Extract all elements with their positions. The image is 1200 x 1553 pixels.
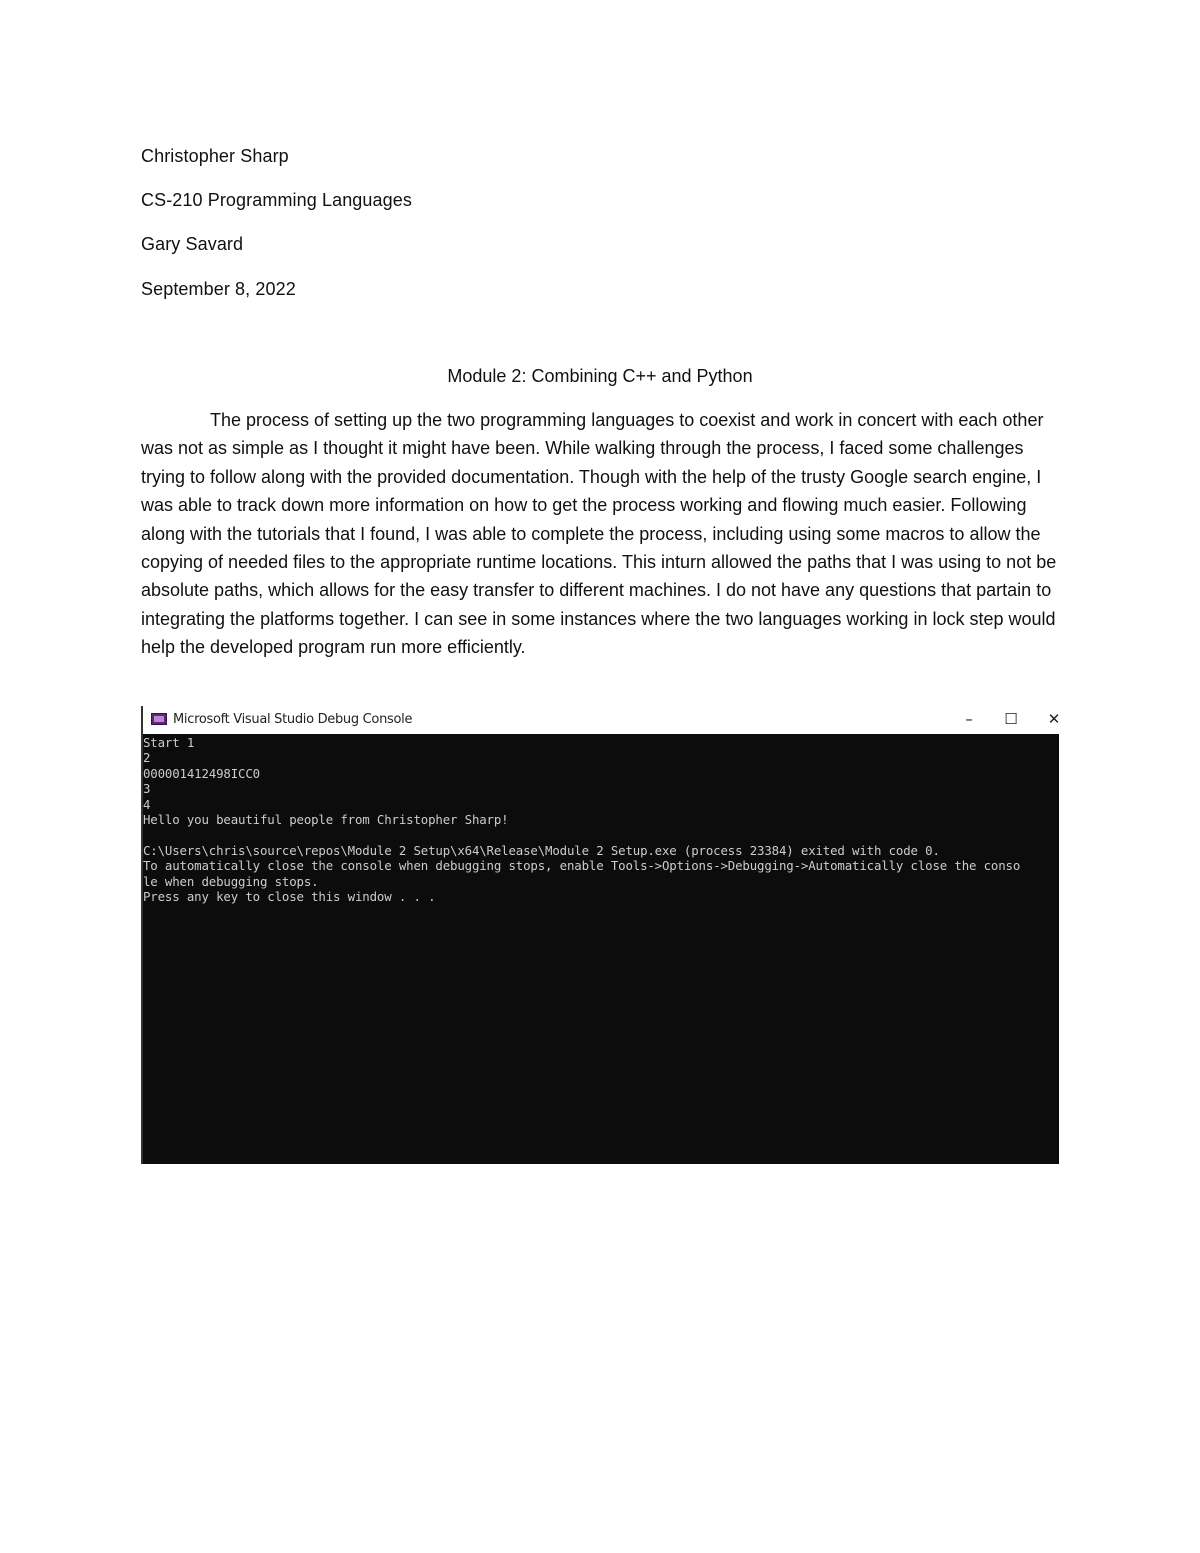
console-line: Press any key to close this window . . . xyxy=(143,889,436,905)
submission-date: September 8, 2022 xyxy=(141,279,296,299)
maximize-icon[interactable]: ☐ xyxy=(1004,710,1018,728)
minimize-icon[interactable]: – xyxy=(965,710,973,728)
console-line: 000001412498ICC0 xyxy=(143,765,260,781)
author-name: Christopher Sharp xyxy=(141,146,289,166)
close-icon[interactable]: ✕ xyxy=(1047,710,1061,728)
console-line: Hello you beautiful people from Christopher Sharp! xyxy=(143,812,509,828)
console-line: 2 xyxy=(143,750,151,766)
console-line: Start 1 xyxy=(143,735,195,750)
console-line xyxy=(143,827,1020,842)
visual-studio-console-icon xyxy=(151,713,167,725)
document-title: Module 2: Combining C++ and Python xyxy=(447,366,753,386)
debug-console-screenshot xyxy=(141,706,1059,1164)
console-line: 4 xyxy=(143,796,151,812)
console-titlebar xyxy=(143,706,1059,734)
console-line: 3 xyxy=(143,781,151,797)
instructor-name: Gary Savard xyxy=(141,234,244,254)
console-line: C:\Users\chris\source\repos\Module 2 Setup\x64\Release\Module 2 Setup.exe (process 23384) exited with code 0. xyxy=(143,842,940,858)
console-line: le when debugging stops. xyxy=(143,873,319,889)
console-output-area xyxy=(143,734,1059,1164)
console-line: To automatically close the console when debugging stops, enable Tools->Options->Debugging->Automatically close the conso xyxy=(143,858,1021,874)
console-window-title: Microsoft Visual Studio Debug Console xyxy=(173,712,413,727)
body-paragraph: The process of setting up the two programming languages to coexist and work in concert with each other was not as simple as I thought it might have been. While walking through the process, I faced some challenges trying to follow along with the provided documentation. Though with the help of the trusty Google search engine, I was able to track down more information on how to get the process working and flowing much easier. Following along with the tutorials that I found, I was able to complete the process, including using some macros to allow the copying of needed files to the appropriate runtime locations. This inturn allowed the paths that I was using to not be absolute paths, which allows for the easy transfer to different machines. I do not have any questions that partain to integrating the platforms together. I can see in some instances where the two languages working in lock step would help the developed program run more efficiently. xyxy=(141,410,1057,658)
console-output xyxy=(143,735,1020,904)
course-name: CS-210 Programming Languages xyxy=(141,190,412,210)
